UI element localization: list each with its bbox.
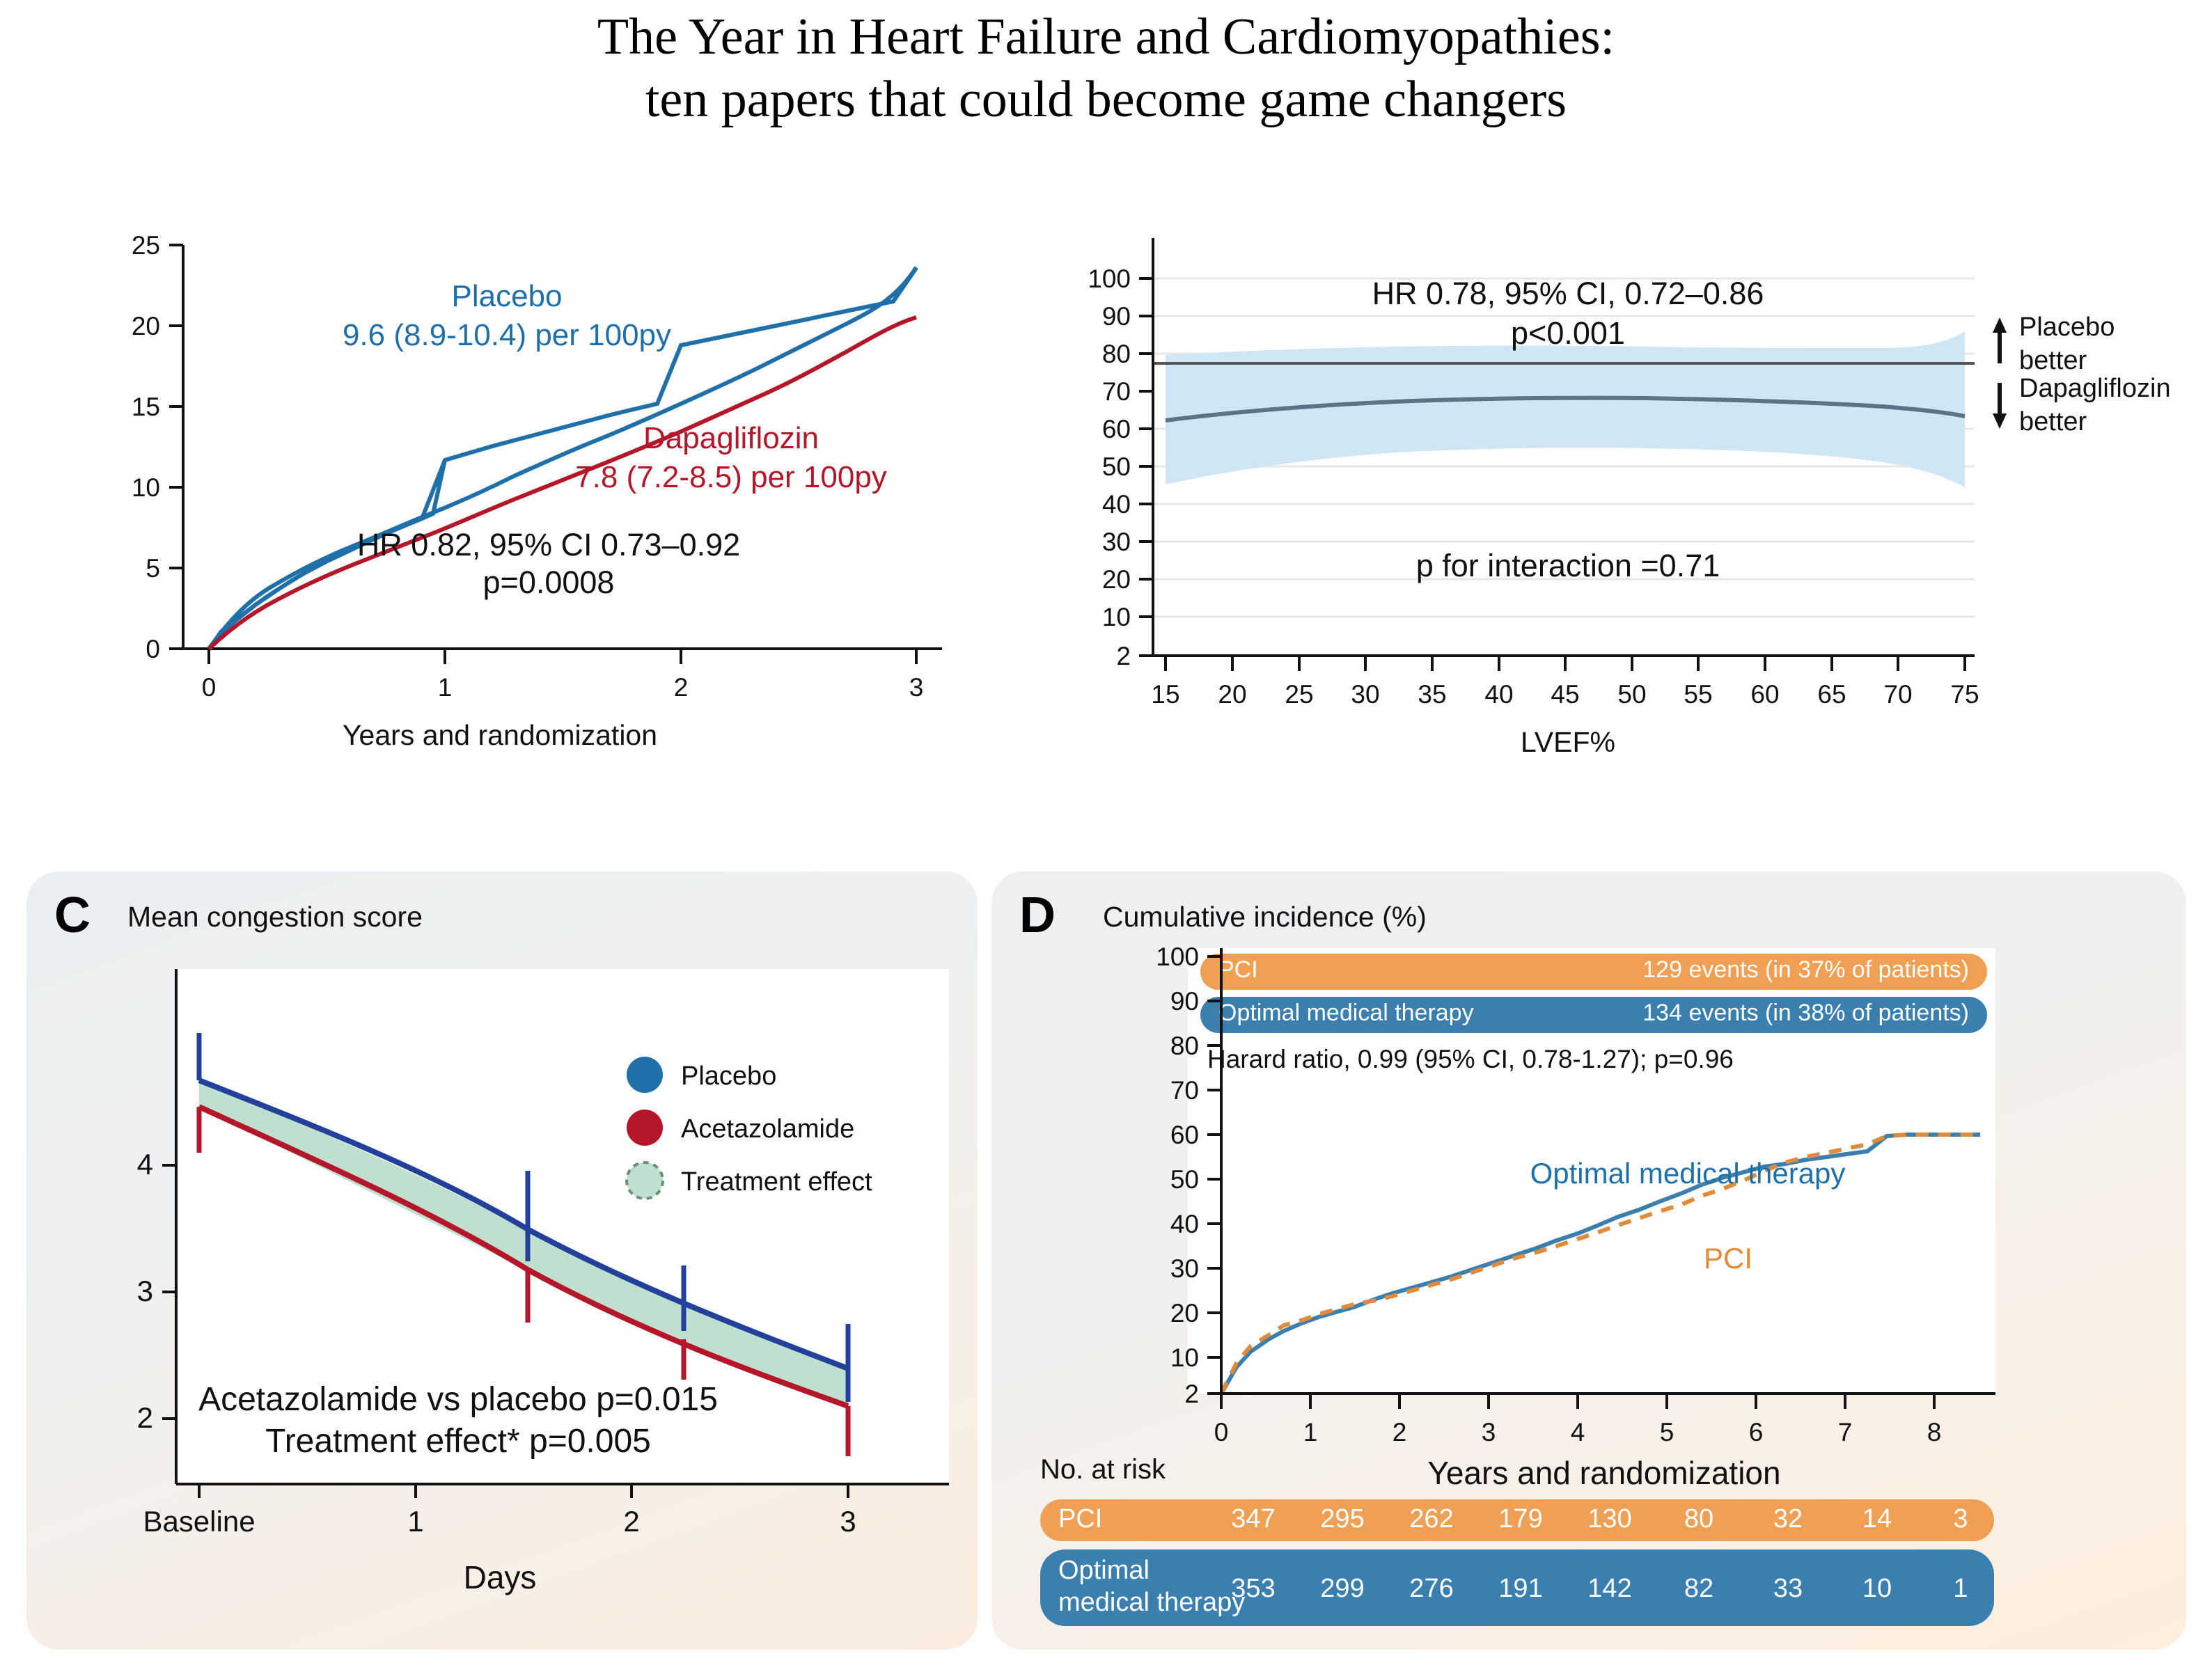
panel-d-ytick-80: 80 <box>1170 1032 1199 1060</box>
panel-d-risk-omt-v0: 353 <box>1231 1574 1276 1603</box>
panel-d-risk-table-title: No. at risk <box>1040 1454 1166 1485</box>
panel-a-dapagliflozin-sublabel: 7.8 (7.2-8.5) per 100py <box>575 460 887 494</box>
panel-d-chart <box>991 872 2186 1650</box>
panel-a-ytick-0: 0 <box>146 635 160 663</box>
panel-d-ytick-60: 60 <box>1170 1121 1199 1149</box>
panel-d-risk-pci-v3: 179 <box>1498 1504 1543 1533</box>
panel-d-header-pci-events: 129 events (in 37% of patients) <box>1642 956 1969 983</box>
panel-d-risk-omt-v4: 142 <box>1587 1574 1632 1603</box>
panel-b-letter: B <box>1019 178 1056 233</box>
panel-c-letter: C <box>54 888 91 943</box>
legend-label-acetazolamide: Acetazolamide <box>681 1114 855 1144</box>
panel-d-xtick-7: 7 <box>1837 1418 1853 1446</box>
figure-title <box>0 6 2212 132</box>
legend-marker-placebo <box>627 1057 663 1093</box>
panel-d-xtick-8: 8 <box>1927 1418 1942 1446</box>
panel-b-xtick-50: 50 <box>1617 680 1647 709</box>
panel-b-xtick-25: 25 <box>1285 680 1314 709</box>
panel-d-risk-omt-v5: 82 <box>1684 1574 1714 1603</box>
panel-d-xtick-1: 1 <box>1303 1418 1318 1446</box>
panel-c-xtick-baseline: Baseline <box>143 1505 256 1538</box>
panel-d-xtick-4: 4 <box>1570 1418 1585 1446</box>
panel-d-ytick-90: 90 <box>1170 987 1199 1016</box>
panel-c-ytick-2: 2 <box>136 1401 153 1434</box>
legend-label-treatment-effect: Treatment effect <box>681 1167 872 1197</box>
panel-b-side-placebo-line2: better <box>2019 346 2087 375</box>
panel-d <box>991 872 2186 1650</box>
panel-d-header-omt-label: Optimal medical therapy <box>1218 1000 1474 1026</box>
panel-c-annotation-2: Treatment effect* p=0.005 <box>265 1423 651 1460</box>
panel-c-xtick-2: 2 <box>623 1505 640 1538</box>
panel-b-xtick-20: 20 <box>1218 680 1247 709</box>
panel-c-chart <box>26 872 978 1650</box>
panel-a-ytick-10: 10 <box>131 473 160 502</box>
panel-a-ytick-15: 15 <box>131 393 160 421</box>
panel-b-p-annotation: p<0.001 <box>1511 315 1625 351</box>
panel-d-header-omt-events: 134 events (in 38% of patients) <box>1642 1000 1969 1026</box>
panel-d-risk-pci-label: PCI <box>1058 1504 1103 1533</box>
panel-d-xtick-2: 2 <box>1392 1418 1407 1446</box>
panel-d-ytick-2: 2 <box>1184 1380 1199 1408</box>
panel-d-risk-pci-v1: 295 <box>1320 1504 1365 1533</box>
panel-d-risk-row-pci <box>1040 1499 1994 1541</box>
panel-d-inline-label-pci: PCI <box>1703 1242 1753 1275</box>
panel-d-header-bar-omt <box>1200 997 1987 1033</box>
panel-d-ytick-30: 30 <box>1170 1254 1199 1283</box>
panel-a-xtick-3: 3 <box>909 673 924 702</box>
panel-b-side-dapa-line1: Dapagliflozin <box>2019 374 2171 403</box>
panel-c-ytick-3: 3 <box>136 1275 153 1307</box>
panel-b-ytick-60: 60 <box>1101 415 1131 443</box>
title-line-2: ten papers that could become game changers <box>645 71 1567 129</box>
panel-d-ytick-20: 20 <box>1170 1299 1199 1327</box>
panel-d-header-bar-pci <box>1200 954 1987 990</box>
panel-d-risk-pci-v4: 130 <box>1587 1504 1632 1533</box>
panel-d-risk-omt-v7: 10 <box>1862 1574 1892 1603</box>
panel-d-risk-pci-v2: 262 <box>1409 1504 1454 1533</box>
panel-b-ytick-20: 20 <box>1101 565 1131 594</box>
panel-a-letter: A <box>54 178 91 233</box>
panel-a-xaxis-title: Years and randomization <box>342 719 658 751</box>
panel-b-chart <box>991 161 2186 838</box>
panel-d-letter: D <box>1019 888 1056 943</box>
panel-b-ytick-90: 90 <box>1101 302 1131 331</box>
panel-d-risk-omt-v3: 191 <box>1498 1574 1543 1603</box>
panel-d-ytick-70: 70 <box>1170 1076 1199 1105</box>
panel-d-risk-row-omt <box>1040 1549 1994 1626</box>
panel-b-hr-annotation: HR 0.78, 95% CI, 0.72–0.86 <box>1372 276 1764 311</box>
panel-d-hr-annotation: Harard ratio, 0.99 (95% CI, 0.78-1.27); p=0.96 <box>1207 1045 1734 1073</box>
panel-d-ytick-10: 10 <box>1170 1343 1199 1372</box>
panel-b-xtick-60: 60 <box>1750 680 1780 709</box>
panel-b-ytick-10: 10 <box>1101 603 1131 631</box>
panel-d-xaxis-title: Years and randomization <box>1427 1455 1781 1491</box>
panel-a-ytick-5: 5 <box>146 554 160 583</box>
panel-d-ytick-100: 100 <box>1156 943 1199 971</box>
panel-d-risk-omt-v6: 33 <box>1773 1574 1803 1603</box>
panel-a-ytick-25: 25 <box>131 231 160 260</box>
panel-b <box>991 161 2186 838</box>
panel-b-pinteraction-annotation: p for interaction =0.71 <box>1415 548 1720 583</box>
panel-a-caption: Cumulative incidence (%) <box>127 191 451 223</box>
panel-b-ytick-100: 100 <box>1088 265 1131 293</box>
panel-d-risk-omt-v1: 299 <box>1320 1574 1365 1603</box>
panel-d-xtick-6: 6 <box>1748 1418 1764 1446</box>
panel-d-risk-pci-v6: 32 <box>1773 1504 1803 1533</box>
panel-a-xtick-0: 0 <box>201 673 217 702</box>
panel-d-risk-omt-v2: 276 <box>1409 1574 1454 1603</box>
panel-b-xtick-45: 45 <box>1551 680 1580 709</box>
panel-c-xtick-3: 3 <box>840 1505 856 1538</box>
panel-b-xaxis-title: LVEF% <box>1521 726 1615 758</box>
panel-d-risk-pci-v7: 14 <box>1862 1504 1892 1533</box>
panel-b-ytick-80: 80 <box>1101 340 1131 368</box>
panel-d-risk-omt-label-2: medical therapy <box>1058 1588 1246 1617</box>
panel-b-xtick-40: 40 <box>1484 680 1514 709</box>
legend-marker-acetazolamide <box>627 1110 663 1146</box>
panel-b-caption: Hazard ratio (%) <box>1103 191 1311 223</box>
panel-c-xaxis-title: Days <box>463 1559 537 1595</box>
panel-b-ytick-50: 50 <box>1101 452 1131 481</box>
panel-a-ytick-20: 20 <box>131 312 160 340</box>
panel-d-risk-pci-v8: 3 <box>1953 1504 1968 1533</box>
panel-d-inline-label-omt: Optimal medical therapy <box>1530 1157 1846 1190</box>
panel-a-xtick-1: 1 <box>437 673 453 702</box>
panel-b-xtick-65: 65 <box>1817 680 1846 709</box>
panel-c-caption: Mean congestion score <box>127 901 423 933</box>
title-line-1: The Year in Heart Failure and Cardiomyopathies: <box>597 8 1615 65</box>
panel-d-xtick-3: 3 <box>1481 1418 1496 1446</box>
panel-a-chart <box>26 161 978 838</box>
panel-b-ytick-70: 70 <box>1101 377 1131 406</box>
panel-b-xtick-15: 15 <box>1151 680 1180 709</box>
panel-a <box>26 161 978 838</box>
panel-d-risk-pci-v5: 80 <box>1684 1504 1714 1533</box>
panel-b-ytick-30: 30 <box>1101 528 1131 556</box>
panel-d-ytick-40: 40 <box>1170 1210 1199 1238</box>
panel-a-placebo-sublabel: 9.6 (8.9-10.4) per 100py <box>342 318 672 352</box>
panel-d-caption: Cumulative incidence (%) <box>1103 901 1427 933</box>
panel-a-p-annotation: p=0.0008 <box>483 565 615 600</box>
panel-d-risk-omt-v8: 1 <box>1953 1574 1968 1603</box>
panel-d-xtick-0: 0 <box>1214 1418 1229 1446</box>
panel-d-risk-omt-label-1: Optimal <box>1058 1556 1150 1585</box>
panel-c-ytick-4: 4 <box>136 1148 153 1181</box>
legend-label-placebo: Placebo <box>681 1062 777 1091</box>
panel-c <box>26 872 978 1650</box>
panel-b-ytick-2: 2 <box>1116 642 1131 670</box>
panel-a-placebo-label: Placebo <box>451 279 563 313</box>
panel-b-xtick-30: 30 <box>1351 680 1380 709</box>
panel-b-xtick-70: 70 <box>1883 680 1913 709</box>
panel-b-xtick-55: 55 <box>1684 680 1713 709</box>
panel-b-side-dapa-line2: better <box>2019 407 2087 436</box>
legend-marker-treatment-effect <box>627 1162 663 1199</box>
panel-b-side-placebo-line1: Placebo <box>2019 313 2115 342</box>
panel-b-arrow-down-icon <box>1993 383 2007 429</box>
panel-d-xtick-5: 5 <box>1659 1418 1674 1446</box>
panel-d-risk-pci-v0: 347 <box>1231 1504 1276 1533</box>
panel-a-dapagliflozin-label: Dapagliflozin <box>643 421 819 455</box>
panel-b-arrow-up-icon <box>1993 317 2007 363</box>
panel-c-xtick-1: 1 <box>407 1505 424 1538</box>
panel-a-hr-annotation: HR 0.82, 95% CI 0.73–0.92 <box>356 527 741 562</box>
panel-b-xtick-35: 35 <box>1418 680 1447 709</box>
panel-c-annotation-1: Acetazolamide vs placebo p=0.015 <box>198 1381 718 1418</box>
panel-a-xtick-2: 2 <box>673 673 689 702</box>
panel-d-ytick-50: 50 <box>1170 1165 1199 1194</box>
panel-b-ytick-40: 40 <box>1101 490 1131 519</box>
panel-d-header-pci-label: PCI <box>1218 956 1258 983</box>
panel-b-xtick-75: 75 <box>1950 680 1979 709</box>
